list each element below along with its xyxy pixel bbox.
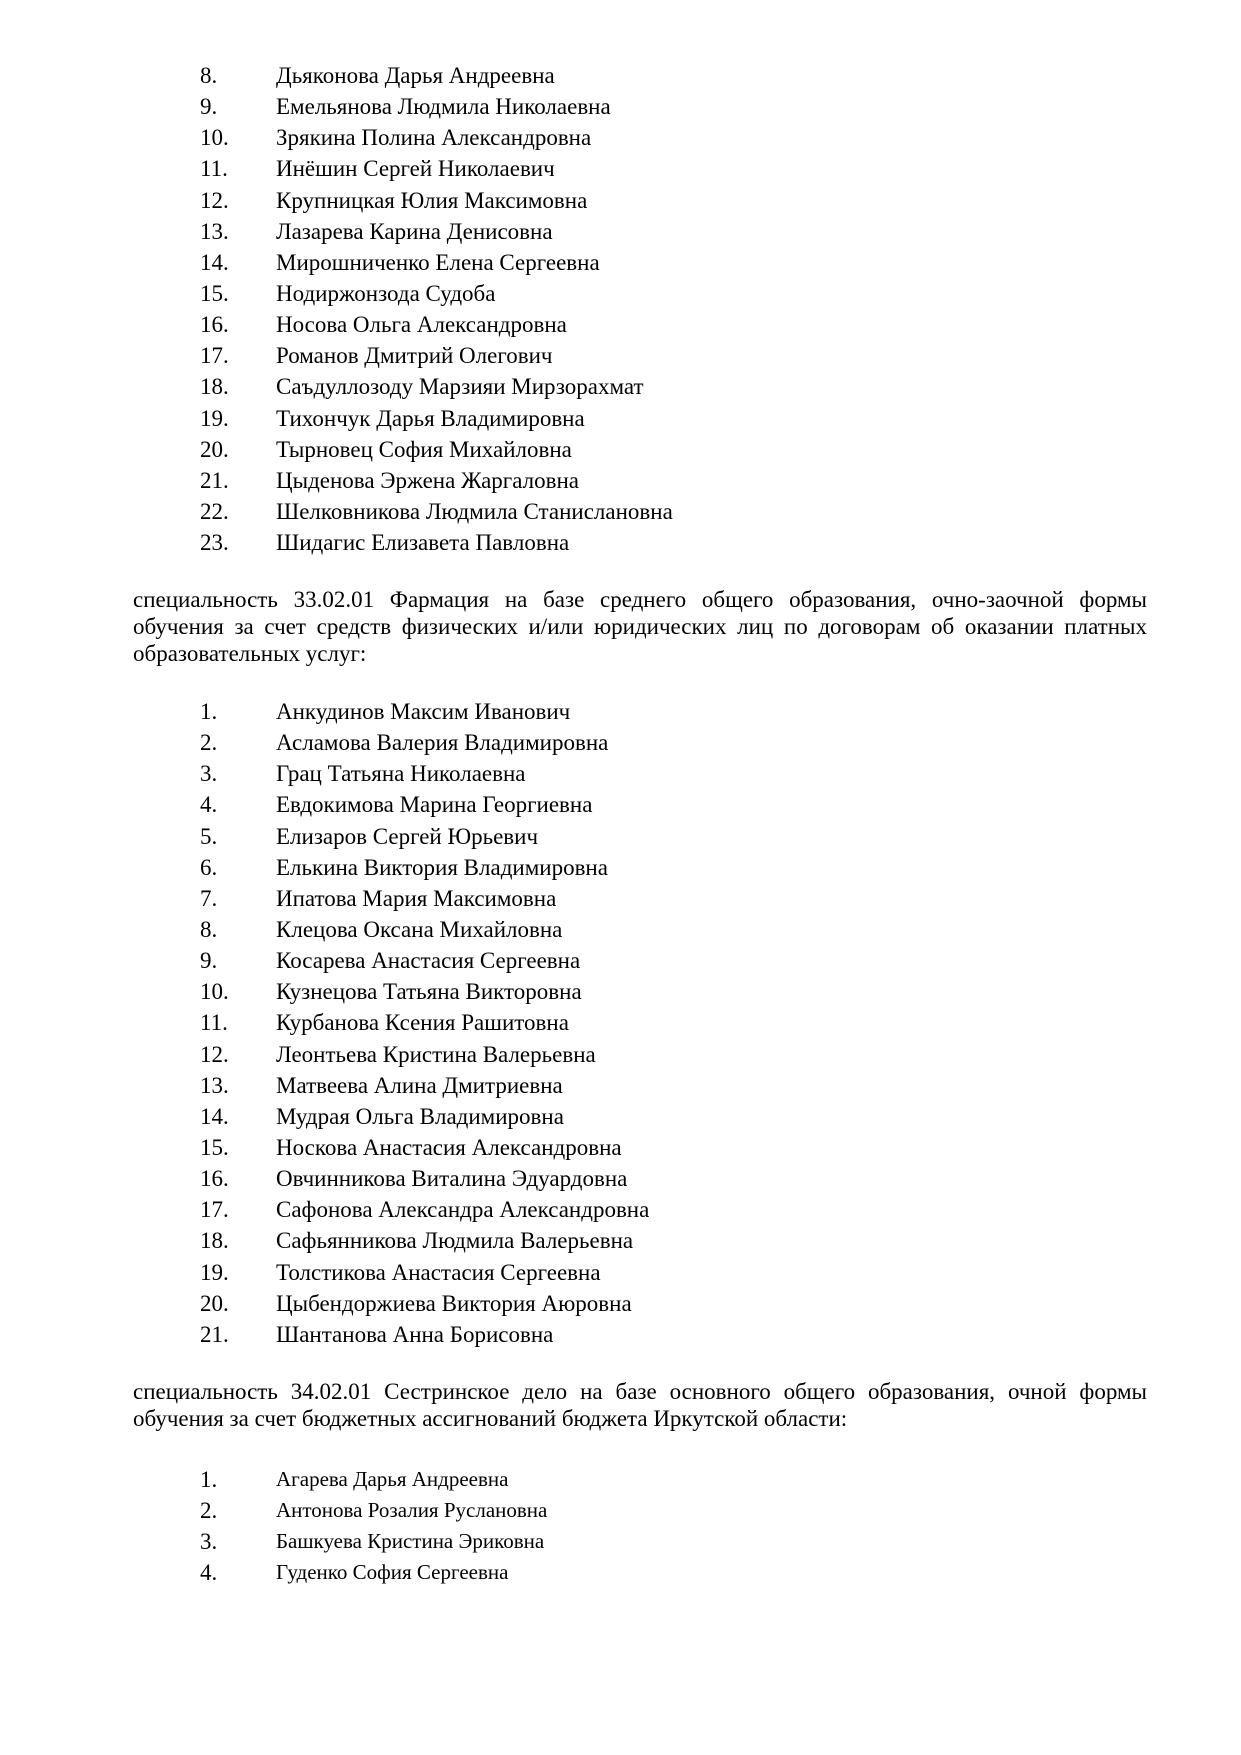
- list-item-name: Носкова Анастасия Александровна: [276, 1134, 622, 1160]
- list-item-name: Курбанова Ксения Рашитовна: [276, 1010, 569, 1036]
- list-item-number: 10.: [200, 125, 229, 151]
- list-item-number: 17.: [200, 1197, 229, 1223]
- list-item-number: 8.: [200, 63, 218, 88]
- list-item-name: Матвеева Алина Дмитриевна: [276, 1072, 563, 1098]
- list-item-name: Кузнецова Татьяна Викторовна: [276, 979, 582, 1005]
- list-item-name: Ипатова Мария Максимовна: [276, 885, 557, 911]
- list-item-number: 6.: [200, 854, 218, 880]
- list-item-name: Косарева Анастасия Сергеевна: [276, 948, 581, 974]
- list-item-name: Леонтьева Кристина Валерьевна: [276, 1041, 596, 1067]
- list-item-name: Агарева Дарья Андреевна: [276, 1467, 509, 1491]
- list-item-number: 21.: [200, 467, 229, 493]
- list-item-number: 2.: [200, 1498, 218, 1523]
- list-item-number: 13.: [200, 1072, 229, 1098]
- list-item-number: 7.: [200, 885, 218, 911]
- list-item-number: 16.: [200, 312, 229, 338]
- list-item-number: 23.: [200, 530, 229, 556]
- list-item-name: Шидагис Елизавета Павловна: [276, 530, 570, 556]
- list-item-number: 5.: [200, 823, 218, 849]
- section-heading-nursing: специальность 34.02.01 Сестринское дело на базе основного общего образования, очной формы обучения за счет бюджетных ассигнований бюджета Иркутской области:: [133, 1379, 1147, 1431]
- list-item-name: Зрякина Полина Александровна: [276, 125, 592, 151]
- list-item-number: 13.: [200, 218, 229, 244]
- list-item-number: 21.: [200, 1321, 229, 1347]
- list-item-name: Толстикова Анастасия Сергеевна: [276, 1259, 601, 1285]
- list-item-number: 14.: [200, 249, 229, 275]
- list-item-name: Мирошниченко Елена Сергеевна: [276, 249, 600, 275]
- list-item-number: 4.: [200, 792, 218, 818]
- list-item-name: Елькина Виктория Владимировна: [276, 854, 608, 880]
- list-item-name: Тихончук Дарья Владимировна: [276, 405, 585, 431]
- list-item-number: 12.: [200, 187, 229, 213]
- list-item-number: 1.: [200, 1467, 218, 1492]
- list-item-number: 15.: [200, 1134, 229, 1160]
- list-item-name: Носова Ольга Александровна: [276, 312, 567, 338]
- list-item-number: 11.: [200, 156, 228, 182]
- list-item-number: 18.: [200, 1228, 229, 1254]
- list-item-name: Сафьянникова Людмила Валерьевна: [276, 1228, 634, 1254]
- list-item-name: Цыбендоржиева Виктория Аюровна: [276, 1290, 632, 1316]
- section-heading-pharmacy: специальность 33.02.01 Фармация на базе среднего общего образования, очно-заочной формы обучения за счет средств физических и/или юридических лиц по договорам об оказании платных образовательных услуг:: [133, 587, 1147, 666]
- list-item-number: 4.: [200, 1560, 218, 1585]
- list-item-name: Клецова Оксана Михайловна: [276, 916, 563, 942]
- list-item-name: Башкуева Кристина Эриковна: [276, 1529, 545, 1553]
- list-item-name: Крупницкая Юлия Максимовна: [276, 187, 588, 213]
- list-item-number: 9.: [200, 94, 218, 120]
- list-item-number: 8.: [200, 916, 218, 942]
- list-item-number: 20.: [200, 436, 229, 462]
- list-item-name: Дьяконова Дарья Андреевна: [276, 63, 555, 88]
- list-item-name: Гуденко София Сергеевна: [276, 1560, 509, 1584]
- list-item-number: 3.: [200, 1529, 218, 1554]
- list-item-name: Тырновец София Михайловна: [276, 436, 572, 462]
- list-item-name: Шантанова Анна Борисовна: [276, 1321, 554, 1347]
- list-item-name: Мудрая Ольга Владимировна: [276, 1103, 564, 1129]
- list-item-name: Саъдуллозоду Марзияи Мирзорахмат: [276, 374, 644, 400]
- list-item-name: Цыденова Эржена Жаргаловна: [276, 467, 579, 493]
- list-item-name: Лазарева Карина Денисовна: [276, 218, 553, 244]
- list-item-name: Евдокимова Марина Георгиевна: [276, 792, 593, 818]
- list-item-number: 2.: [200, 730, 218, 756]
- list-item-number: 17.: [200, 343, 229, 369]
- list-item-name: Шелковникова Людмила Станислановна: [276, 498, 673, 524]
- list-item-number: 19.: [200, 1259, 229, 1285]
- list-item-name: Инёшин Сергей Николаевич: [276, 156, 555, 182]
- list-item-number: 14.: [200, 1103, 229, 1129]
- list-item-number: 10.: [200, 979, 229, 1005]
- list-item-name: Нодиржонзода Судоба: [276, 280, 496, 306]
- list-item-name: Антонова Розалия Руслановна: [276, 1498, 548, 1522]
- list-item-name: Сафонова Александра Александровна: [276, 1197, 650, 1223]
- list-item-number: 16.: [200, 1166, 229, 1192]
- list-item-name: Анкудинов Максим Иванович: [276, 699, 571, 724]
- list-item-number: 18.: [200, 374, 229, 400]
- list-item-number: 11.: [200, 1010, 228, 1036]
- list-item-name: Асламова Валерия Владимировна: [276, 730, 609, 756]
- list-item-name: Овчинникова Виталина Эдуардовна: [276, 1166, 628, 1192]
- list-item-number: 20.: [200, 1290, 229, 1316]
- list-item-name: Романов Дмитрий Олегович: [276, 343, 553, 369]
- list-item-name: Грац Татьяна Николаевна: [276, 761, 526, 787]
- list-item-number: 22.: [200, 498, 229, 524]
- list-item-number: 15.: [200, 280, 229, 306]
- list-item-number: 12.: [200, 1041, 229, 1067]
- list-item-number: 3.: [200, 761, 218, 787]
- list-item-name: Елизаров Сергей Юрьевич: [276, 823, 539, 849]
- list-item-number: 19.: [200, 405, 229, 431]
- list-item-number: 9.: [200, 948, 218, 974]
- list-item-number: 1.: [200, 699, 218, 724]
- list-item-name: Емельянова Людмила Николаевна: [276, 94, 611, 120]
